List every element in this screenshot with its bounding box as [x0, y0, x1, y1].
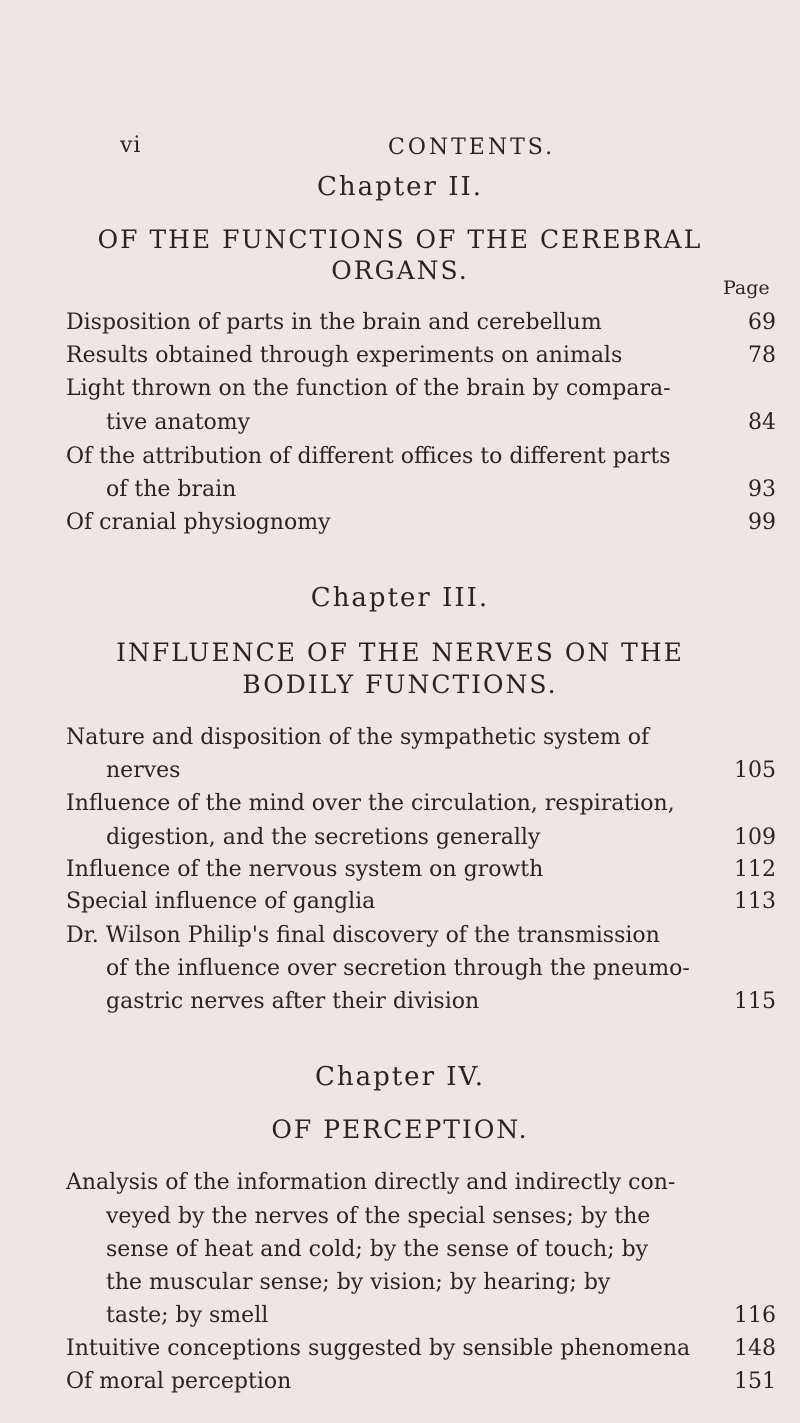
toc-entry-text: Light thrown on the function of the brain by compara- — [66, 376, 671, 401]
chapter-label: Chapter II. — [316, 172, 484, 202]
toc-page-number: 99 — [748, 510, 776, 535]
toc-entry-text: Of the attribution of different offices to different parts — [66, 444, 671, 469]
toc-entry-text: Of cranial physiognomy — [66, 510, 331, 535]
toc-entry-text: Analysis of the information directly and indirectly con- — [66, 1170, 676, 1195]
running-title: CONTENTS. — [388, 135, 556, 160]
toc-page-number: 105 — [734, 758, 776, 783]
toc-entry-text: the muscular sense; by vision; by hearing; by — [106, 1270, 611, 1295]
toc-entry-text: Results obtained through experiments on animals — [66, 343, 623, 368]
toc-entry-text: gastric nerves after their division — [106, 989, 480, 1014]
toc-page-number: 112 — [734, 857, 776, 882]
toc-entry-text: tive anatomy — [106, 410, 251, 435]
toc-page-number: 116 — [734, 1303, 776, 1328]
chapter-title-line: ORGANS. — [331, 256, 469, 285]
toc-entry-text: Influence of the mind over the circulation, respiration, — [66, 791, 675, 816]
toc-page-number: 109 — [734, 825, 776, 850]
chapter-label: Chapter III. — [310, 583, 490, 613]
toc-entry-text: of the brain — [106, 477, 237, 502]
toc-entry-text: nerves — [106, 758, 181, 783]
toc-entry-text: Nature and disposition of the sympathetic system of — [66, 725, 650, 750]
toc-page-number: 69 — [748, 310, 776, 335]
toc-entry-text: Intuitive conceptions suggested by sensible phenomena — [66, 1336, 691, 1361]
chapter-title-line: BODILY FUNCTIONS. — [242, 670, 558, 699]
toc-page-number: 93 — [748, 477, 776, 502]
toc-page-number: 113 — [734, 889, 776, 914]
toc-page-number: 148 — [734, 1336, 776, 1361]
toc-entry-text: Of moral perception — [66, 1369, 292, 1394]
toc-entry-text: sense of heat and cold; by the sense of touch; by — [106, 1237, 649, 1262]
toc-entry-text: Dr. Wilson Philip's final discovery of the transmission — [66, 923, 660, 948]
toc-page-number: 78 — [748, 343, 776, 368]
toc-entry-text: taste; by smell — [106, 1303, 269, 1328]
toc-entry-text: Special influence of ganglia — [66, 889, 376, 914]
toc-entry-text: Influence of the nervous system on growth — [66, 857, 544, 882]
page-column-label: Page — [723, 277, 770, 299]
chapter-label: Chapter IV. — [314, 1062, 486, 1092]
toc-entry-text: digestion, and the secretions generally — [106, 825, 541, 850]
chapter-title-line: INFLUENCE OF THE NERVES ON THE — [116, 638, 684, 667]
toc-entry-text: veyed by the nerves of the special senses; by the — [106, 1204, 651, 1229]
chapter-title-line: OF PERCEPTION. — [271, 1115, 529, 1144]
folio-number: vi — [120, 133, 142, 158]
toc-entry-text: Disposition of parts in the brain and cerebellum — [66, 310, 602, 335]
toc-page-number: 115 — [734, 989, 776, 1014]
toc-entry-text: of the influence over secretion through the pneumo- — [106, 956, 690, 981]
chapter-title-line: OF THE FUNCTIONS OF THE CEREBRAL — [97, 225, 703, 254]
toc-page-number: 84 — [748, 410, 776, 435]
toc-page-number: 151 — [734, 1369, 776, 1394]
